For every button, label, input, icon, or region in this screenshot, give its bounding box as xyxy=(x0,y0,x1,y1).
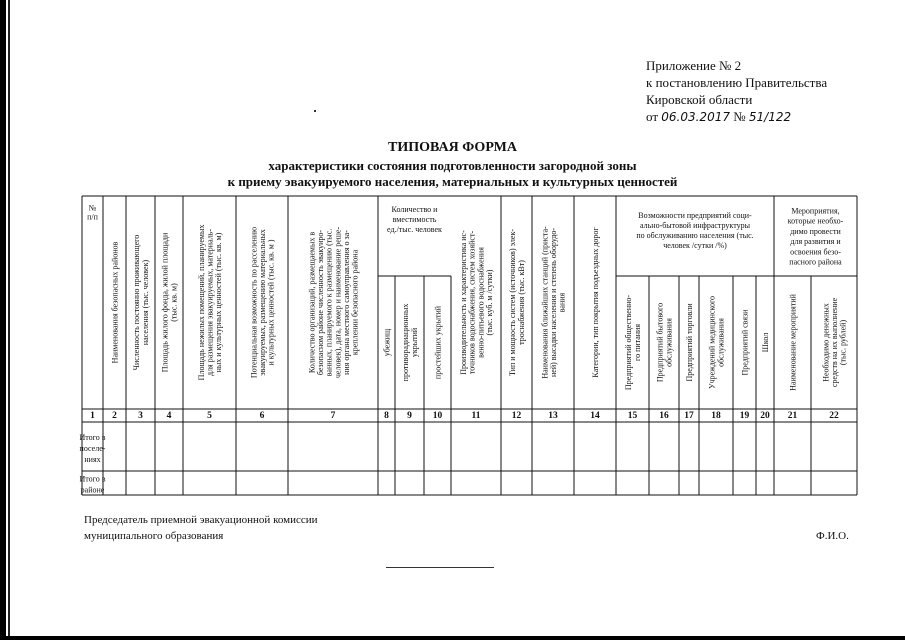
column-number-8: 8 xyxy=(384,411,389,421)
header-col-9: противорадиационныхукрытий xyxy=(401,303,419,382)
column-number-7: 7 xyxy=(330,411,336,421)
column-number-3: 3 xyxy=(138,411,143,421)
appendix-number: 51/122 xyxy=(748,110,792,124)
column-number-13: 13 xyxy=(548,411,558,421)
signature-title-line-1: Председатель приемной эвакуационной комиссии xyxy=(84,514,318,526)
column-number-22: 22 xyxy=(829,411,839,421)
header-col-13: Наименования ближайших станций (приста-ней) высадки населения и степень оборудо-вания xyxy=(540,226,567,379)
appendix-date: 06.03.2017 xyxy=(661,110,730,124)
appendix-number-label: № xyxy=(733,109,746,124)
column-number-14: 14 xyxy=(590,411,600,421)
form-subtitle-1: характеристики состояния подготовленности загородной зоны xyxy=(268,158,637,173)
column-number-18: 18 xyxy=(711,411,721,421)
column-number-9: 9 xyxy=(407,411,412,421)
column-number-21: 21 xyxy=(787,411,798,421)
column-number-4: 4 xyxy=(166,411,172,421)
column-number-15: 15 xyxy=(627,411,638,421)
column-number-12: 12 xyxy=(511,411,522,421)
signature-fio: Ф.И.О. xyxy=(816,530,849,542)
header-col-22: Необходимо денежныхсредств на их выполнение(тыс. рублей) xyxy=(821,297,848,388)
signature-title-line-2: муниципального образования xyxy=(84,530,224,542)
header-col-3: Численность постоянно проживающегонаселения (тыс. человек) xyxy=(132,234,150,371)
header-col-11: Производительность и характеристика ис-точников водоснабжения, систем хозяйст-венно-питьевого водоснабжения(тыс. куб. м /сутки) xyxy=(459,230,494,375)
row-label-settlements: Итого в поселе-ниях xyxy=(79,433,106,464)
column-number-1: 1 xyxy=(90,411,95,421)
header-group-8-10: Количество и вместимость ед./тыс. человек xyxy=(387,205,442,234)
row-label-district: Итого в районе xyxy=(79,474,106,495)
header-col-1: № п/п xyxy=(87,203,98,222)
column-number-2: 2 xyxy=(112,411,117,421)
header-col-5: Площадь нежилых помещений, планируемыхдля размещения эвакуируемых, материаль-ных и культурных ценностей (тыс. кв. м) xyxy=(196,224,224,381)
header-col-14: Категории, тип покрытия подъездных дорог xyxy=(591,227,600,378)
column-number-19: 19 xyxy=(739,411,750,421)
appendix-line-2: к постановлению Правительства xyxy=(646,75,828,90)
column-number-6: 6 xyxy=(259,411,265,421)
column-number-20: 20 xyxy=(760,411,770,421)
column-number-5: 5 xyxy=(207,411,212,421)
form-title: ТИПОВАЯ ФОРМА xyxy=(388,140,517,155)
form-subtitle-2: к приему эвакуируемого населения, материальных и культурных ценностей xyxy=(227,174,678,189)
bottom-rule xyxy=(386,567,494,568)
appendix-date-prefix: от xyxy=(646,109,659,124)
column-number-16: 16 xyxy=(659,411,669,421)
header-col-10: простейших укрытий xyxy=(433,305,443,380)
column-number-11: 11 xyxy=(471,411,481,421)
header-col-21: Наименование мероприятий xyxy=(788,294,798,391)
header-col-6: Потенциальная возможность по расселениюэвакуируемых, размещению материальныхи культурных ценностей (тыс. кв. м ) xyxy=(249,226,276,379)
header-group-15-20: Возможности предприятий соци-ально-бытовой инфраструктуры по обслуживанию населения (тыс. человек /сутки /%) xyxy=(636,211,754,250)
header-col-18: Учреждений медицинскогообслуживания xyxy=(707,295,726,390)
header-col-12: Тип и мощность систем (источников) элек-троснабжения (тыс. кВт) xyxy=(508,229,526,376)
header-col-4: Площадь жилого фонда, жилой площади(тыс. кв. м) xyxy=(160,232,179,373)
header-col-15: Предприятий общественно-го питания xyxy=(624,294,642,391)
appendix-line-1: Приложение № 2 xyxy=(646,58,742,73)
header-col-20: Школ xyxy=(761,332,770,353)
column-number-17: 17 xyxy=(684,411,694,421)
header-col-19: Предприятий связи xyxy=(740,309,750,376)
appendix-line-3: Кировской области xyxy=(646,92,753,107)
header-group-21-22: Мероприятия, которые необхо-димо провести для развития и освоения безо-пасного района xyxy=(787,206,844,267)
header-col-7: Количество организаций, размещаемых вбезопасном районе численность эвакуиро-ванных, планируемого к размещению (тыс.человек), дата, номер и наименование реше-ния органа местного самоуправления о за-креплении безопасного района xyxy=(307,226,360,379)
header-col-16: Предприятий бытовогообслуживания xyxy=(655,302,674,383)
table-texts xyxy=(79,204,847,495)
column-number-10: 10 xyxy=(432,411,443,421)
header-col-17: Предприятий торговли xyxy=(685,303,694,382)
header-col-8: убежищ xyxy=(382,328,392,357)
header-col-2: Наименования безопасных районов xyxy=(110,241,120,364)
